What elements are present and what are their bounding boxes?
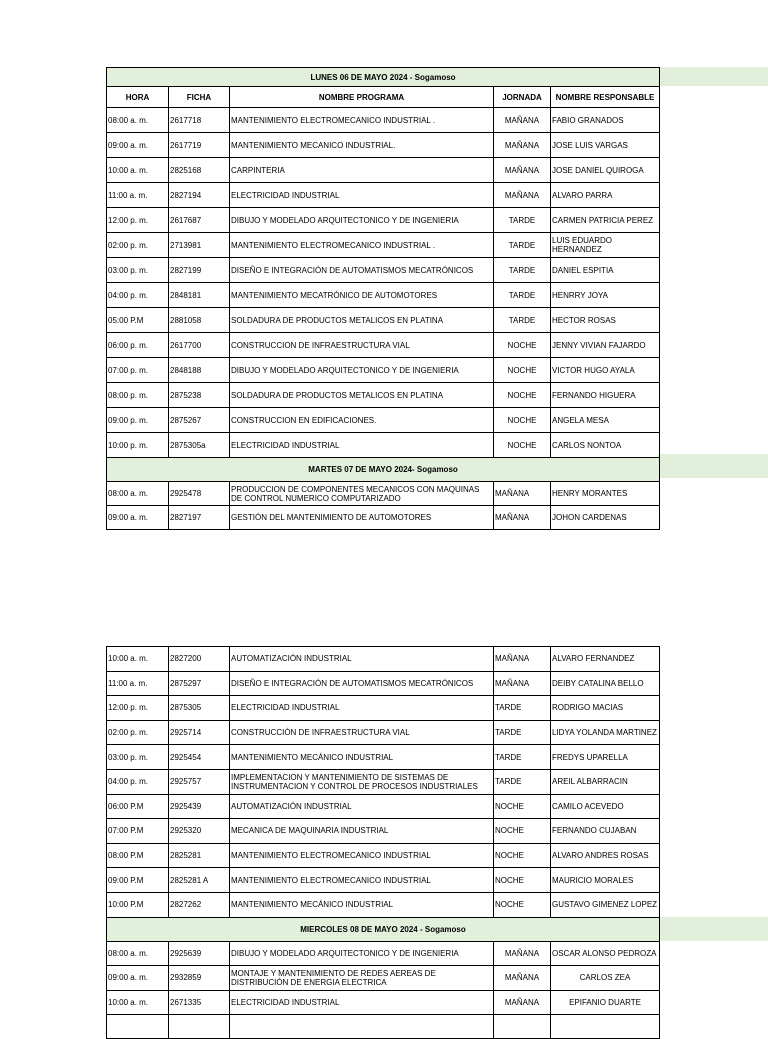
cell-responsable: JOHON CARDENAS [551,506,660,530]
cell-ficha: 2827197 [169,506,230,530]
cell-jornada: NOCHE [494,358,551,383]
table-row [107,208,660,233]
cell-jornada: NOCHE [494,819,551,844]
cell-responsable: FERNANDO CUJABAN [551,819,660,844]
cell-jornada: MAÑANA [494,647,551,672]
cell-jornada: NOCHE [494,333,551,358]
cell-ficha: 2925454 [169,745,230,770]
cell-jornada: MAÑANA [494,183,551,208]
cell-ficha: 2875267 [169,408,230,433]
cell-ficha: 2617700 [169,333,230,358]
cell-ficha: 2827194 [169,183,230,208]
cell-responsable: JENNY VIVIAN FAJARDO [551,333,660,358]
cell-jornada: TARDE [494,696,551,721]
table-row [107,647,660,672]
cell-responsable: HENRRY JOYA [551,283,660,308]
cell-jornada: MAÑANA [494,941,551,966]
cell-programa: IMPLEMENTACION Y MANTENIMIENTO DE SISTEMAS DE INSTRUMENTACION Y CONTROL DE PROCESOS INDUSTRIALES [230,769,494,794]
cell-responsable: VICTOR HUGO AYALA [551,358,660,383]
cell-hora: 10:00 a. m. [107,990,169,1015]
col-header-jornada: JORNADA [494,87,551,108]
cell-ficha: 2875297 [169,671,230,696]
cell-jornada: MAÑANA [494,482,551,506]
cell-hora: 12:00 p. m. [107,696,169,721]
table-row [107,108,660,133]
table-row [107,966,660,991]
cell-hora: 08:00 a. m. [107,941,169,966]
cell-responsable: DEIBY CATALINA BELLO [551,671,660,696]
cell-ficha: 2825168 [169,158,230,183]
cell-ficha: 2617719 [169,133,230,158]
day-header-lunes [107,68,660,87]
cell-responsable: ANGELA MESA [551,408,660,433]
cell-hora: 08:00 a. m. [107,108,169,133]
cell-jornada: NOCHE [494,383,551,408]
cell-hora: 02:00 p. m. [107,233,169,258]
cell-hora: 10:00 P.M [107,892,169,917]
cell-programa: CARPINTERIA [230,158,494,183]
cell-hora: 09:00 a. m. [107,966,169,991]
cell-programa: MANTENIMIENTO MECÁNICO INDUSTRIAL [230,745,494,770]
cell-responsable: CARMEN PATRICIA PEREZ [551,208,660,233]
cell-jornada: MAÑANA [494,990,551,1015]
cell-jornada: NOCHE [494,843,551,868]
cell-jornada: MAÑANA [494,133,551,158]
cell-hora: 10:00 a. m. [107,647,169,672]
table-row [107,183,660,208]
cell-ficha: 2875305 [169,696,230,721]
table-row [107,745,660,770]
table-row [107,506,660,530]
table-row [107,233,660,258]
day-title: MARTES 07 DE MAYO 2024- Sogamoso [107,458,660,482]
cell-ficha: 2925320 [169,819,230,844]
table-row [107,258,660,283]
empty-cell [551,1015,660,1039]
table-row [107,671,660,696]
cell-hora: 09:00 a. m. [107,506,169,530]
cell-programa: MANTENIMIENTO ELECTROMECANICO INDUSTRIAL [230,843,494,868]
table-row [107,433,660,458]
cell-hora: 09:00 a. m. [107,133,169,158]
miercoles-band-extension [658,917,768,941]
table-row [107,892,660,917]
cell-hora: 10:00 p. m. [107,433,169,458]
cell-hora: 11:00 a. m. [107,183,169,208]
cell-hora: 12:00 p. m. [107,208,169,233]
table-row [107,333,660,358]
cell-ficha: 2932859 [169,966,230,991]
cell-responsable: EPIFANIO DUARTE [551,990,660,1015]
cell-responsable: AREIL ALBARRACIN [551,769,660,794]
cell-hora: 05:00 P.M [107,308,169,333]
cell-responsable: HECTOR ROSAS [551,308,660,333]
table-row [107,819,660,844]
schedule-table-page2 [106,646,660,1039]
cell-jornada: TARDE [494,769,551,794]
cell-responsable: LIDYA YOLANDA MARTINEZ [551,720,660,745]
col-header-programa: NOMBRE PROGRAMA [230,87,494,108]
cell-programa: MANTENIMIENTO MECANICO INDUSTRIAL. [230,133,494,158]
cell-programa: CONSTRUCCIÓN DE INFRAESTRUCTURA VIAL [230,720,494,745]
table-row [107,990,660,1015]
cell-responsable: FERNANDO HIGUERA [551,383,660,408]
table-row [107,720,660,745]
cell-hora: 11:00 a. m. [107,671,169,696]
col-header-hora: HORA [107,87,169,108]
cell-programa: ELECTRICIDAD INDUSTRIAL [230,433,494,458]
cell-jornada: TARDE [494,233,551,258]
cell-hora: 08:00 P.M [107,843,169,868]
cell-programa: ELECTRICIDAD INDUSTRIAL [230,990,494,1015]
cell-jornada: TARDE [494,308,551,333]
cell-ficha: 2825281 A [169,868,230,893]
cell-hora: 09:00 P.M [107,868,169,893]
cell-programa: ELECTRICIDAD INDUSTRIAL [230,183,494,208]
column-header-row [107,87,660,108]
martes-band-extension [658,454,768,478]
table-row [107,283,660,308]
cell-ficha: 2875238 [169,383,230,408]
cell-jornada: NOCHE [494,868,551,893]
cell-responsable: RODRIGO MACIAS [551,696,660,721]
empty-cell [494,1015,551,1039]
cell-responsable: CARLOS NONTOA [551,433,660,458]
table-row [107,843,660,868]
cell-responsable: HENRY MORANTES [551,482,660,506]
cell-programa: MECANICA DE MAQUINARIA INDUSTRIAL [230,819,494,844]
cell-jornada: TARDE [494,745,551,770]
cell-hora: 08:00 a. m. [107,482,169,506]
day-title: MIERCOLES 08 DE MAYO 2024 - Sogamoso [107,917,660,941]
cell-jornada: NOCHE [494,892,551,917]
lunes-band-extension [658,67,768,86]
cell-hora: 07:00 P.M [107,819,169,844]
cell-ficha: 2617718 [169,108,230,133]
cell-jornada: NOCHE [494,408,551,433]
cell-programa: DISEÑO E INTEGRACIÓN DE AUTOMATISMOS MECATRÓNICOS [230,671,494,696]
cell-hora: 03:00 p. m. [107,745,169,770]
cell-ficha: 2925639 [169,941,230,966]
cell-programa: ELECTRICIDAD INDUSTRIAL [230,696,494,721]
table-row [107,868,660,893]
cell-jornada: MAÑANA [494,506,551,530]
cell-jornada: MAÑANA [494,158,551,183]
col-header-ficha: FICHA [169,87,230,108]
cell-responsable: ALVARO ANDRES ROSAS [551,843,660,868]
cell-hora: 07:00 p. m. [107,358,169,383]
cell-jornada: NOCHE [494,794,551,819]
col-header-responsable: NOMBRE RESPONSABLE [551,87,660,108]
cell-hora: 10:00 a. m. [107,158,169,183]
cell-ficha: 2827199 [169,258,230,283]
cell-ficha: 2825281 [169,843,230,868]
schedule-table-page1 [106,67,660,530]
day-header-miercoles [107,917,660,941]
cell-programa: DIBUJO Y MODELADO ARQUITECTONICO Y DE INGENIERIA [230,941,494,966]
cell-programa: PRODUCCION DE COMPONENTES MECANICOS CON MAQUINAS DE CONTROL NUMERICO COMPUTARIZADO [230,482,494,506]
cell-responsable: GUSTAVO GIMENEZ LOPEZ [551,892,660,917]
table-row [107,383,660,408]
cell-programa: GESTIÓN DEL MANTENIMIENTO DE AUTOMOTORES [230,506,494,530]
cell-responsable: JOSE LUIS VARGAS [551,133,660,158]
cell-hora: 09:00 p. m. [107,408,169,433]
cell-responsable: ALVARO FERNANDEZ [551,647,660,672]
cell-jornada: MAÑANA [494,966,551,991]
cell-jornada: MAÑANA [494,108,551,133]
cell-programa: CONSTRUCCION DE INFRAESTRUCTURA VIAL [230,333,494,358]
cell-programa: MONTAJE Y MANTENIMIENTO DE REDES AEREAS DE DISTRIBUCIÓN DE ENERGIA ELECTRICA [230,966,494,991]
table-row [107,769,660,794]
cell-ficha: 2713981 [169,233,230,258]
empty-cell [107,1015,169,1039]
cell-hora: 04:00 p. m. [107,769,169,794]
cell-responsable: FABIO GRANADOS [551,108,660,133]
cell-programa: DIBUJO Y MODELADO ARQUITECTONICO Y DE INGENIERIA [230,358,494,383]
cell-responsable: OSCAR ALONSO PEDROZA [551,941,660,966]
empty-cell [230,1015,494,1039]
cell-programa: AUTOMATIZACIÓN INDUSTRIAL [230,794,494,819]
cell-responsable: LUIS EDUARDO HERNANDEZ [551,233,660,258]
cell-hora: 03:00 p. m. [107,258,169,283]
table-row [107,408,660,433]
cell-programa: AUTOMATIZACIÓN INDUSTRIAL [230,647,494,672]
cell-responsable: ALVARO PARRA [551,183,660,208]
cell-programa: MANTENIMIENTO MECATRÓNICO DE AUTOMOTORES [230,283,494,308]
table-row [107,794,660,819]
cell-jornada: TARDE [494,208,551,233]
cell-jornada: NOCHE [494,433,551,458]
cell-programa: SOLDADURA DE PRODUCTOS METALICOS EN PLATINA [230,308,494,333]
cell-jornada: TARDE [494,258,551,283]
cell-responsable: JOSE DANIEL QUIROGA [551,158,660,183]
cell-programa: MANTENIMIENTO MECÁNICO INDUSTRIAL [230,892,494,917]
day-header-martes [107,458,660,482]
cell-ficha: 2848181 [169,283,230,308]
table-row-partial [107,1015,660,1039]
cell-jornada: TARDE [494,283,551,308]
cell-hora: 02:00 p. m. [107,720,169,745]
cell-ficha: 2881058 [169,308,230,333]
cell-hora: 04:00 p. m. [107,283,169,308]
day-title: LUNES 06 DE MAYO 2024 - Sogamoso [107,68,660,87]
cell-ficha: 2827200 [169,647,230,672]
cell-hora: 08:00 p. m. [107,383,169,408]
empty-cell [169,1015,230,1039]
cell-ficha: 2617687 [169,208,230,233]
cell-responsable: CAMILO ACEVEDO [551,794,660,819]
cell-programa: SOLDADURA DE PRODUCTOS METALICOS EN PLATINA [230,383,494,408]
cell-programa: MANTENIMIENTO ELECTROMECANICO INDUSTRIAL . [230,108,494,133]
cell-ficha: 2925478 [169,482,230,506]
table-row [107,133,660,158]
table-row [107,158,660,183]
cell-programa: DISEÑO E INTEGRACIÓN DE AUTOMATISMOS MECATRÓNICOS [230,258,494,283]
table-row [107,308,660,333]
table-row [107,358,660,383]
cell-hora: 06:00 p. m. [107,333,169,358]
cell-responsable: FREDYS UPARELLA [551,745,660,770]
cell-ficha: 2848188 [169,358,230,383]
table-row [107,482,660,506]
cell-ficha: 2925714 [169,720,230,745]
table-row [107,696,660,721]
cell-ficha: 2875305a [169,433,230,458]
cell-ficha: 2925757 [169,769,230,794]
cell-hora: 06:00 P.M [107,794,169,819]
cell-programa: CONSTRUCCION EN EDIFICACIONES. [230,408,494,433]
cell-ficha: 2925439 [169,794,230,819]
cell-programa: DIBUJO Y MODELADO ARQUITECTONICO Y DE INGENIERIA [230,208,494,233]
cell-responsable: MAURICIO MORALES [551,868,660,893]
cell-jornada: TARDE [494,720,551,745]
cell-programa: MANTENIMIENTO ELECTROMECANICO INDUSTRIAL . [230,233,494,258]
cell-programa: MANTENIMIENTO ELECTROMECANICO INDUSTRIAL [230,868,494,893]
cell-jornada: MAÑANA [494,671,551,696]
cell-ficha: 2827262 [169,892,230,917]
cell-responsable: CARLOS ZEA [551,966,660,991]
cell-responsable: DANIEL ESPITIA [551,258,660,283]
table-row [107,941,660,966]
cell-ficha: 2671335 [169,990,230,1015]
